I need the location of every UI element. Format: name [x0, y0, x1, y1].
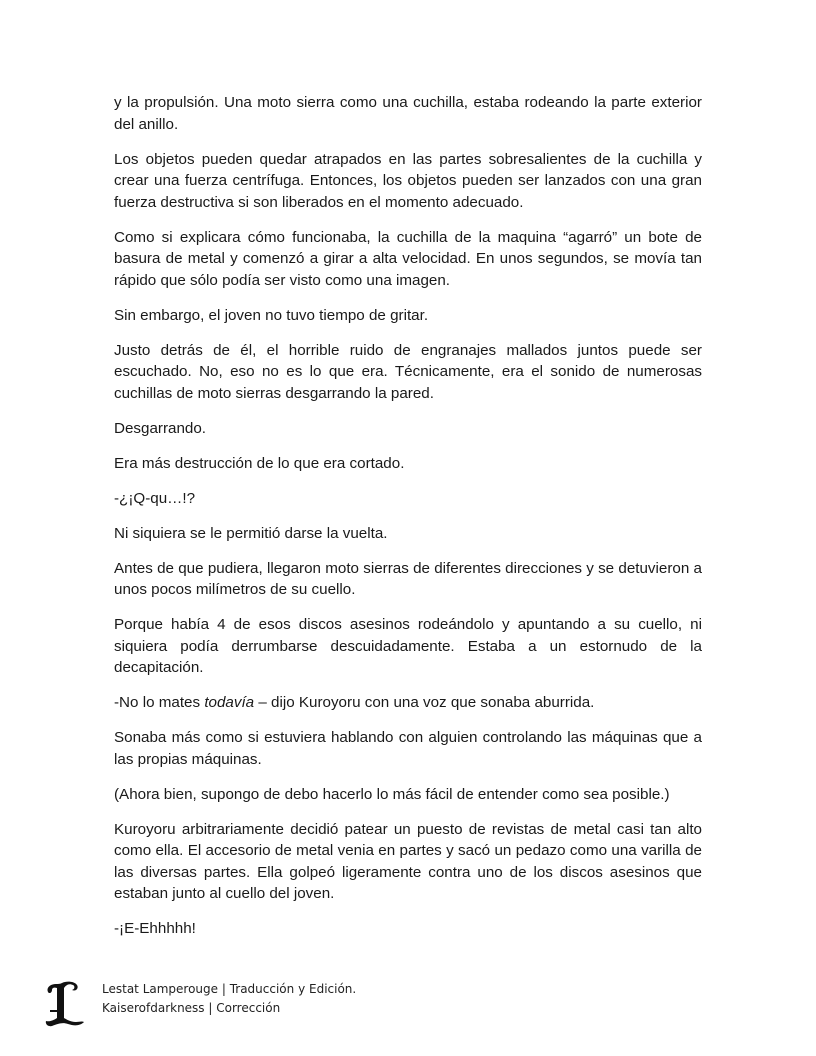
gothic-L-logo-icon — [42, 980, 86, 1030]
paragraph: Kuroyoru arbitrariamente decidió patear un puesto de revistas de metal casi tan alto como ella. El accesorio de metal venia en partes y sacó un pedazo como una varilla de las diversas partes. Ella golpeó ligeramente contra uno de los discos asesinos que estaban junto al cuello del joven. — [114, 820, 702, 902]
footer-credit-translation: Lestat Lamperouge | Traducción y Edición. — [102, 982, 357, 996]
footer-credits — [42, 980, 442, 1030]
quote-before: -No lo mates — [114, 694, 205, 711]
paragraph: Antes de que pudiera, llegaron moto sierras de diferentes direcciones y se detuvieron a unos pocos milímetros de su cuello. — [114, 559, 702, 598]
paragraph: Sin embargo, el joven no tuvo tiempo de gritar. — [114, 306, 429, 324]
paragraph: -¡E-Ehhhhh! — [114, 920, 196, 937]
paragraph: y la propulsión. Una moto sierra como una cuchilla, estaba rodeando la parte exterior del anillo. — [114, 94, 702, 133]
paragraph: (Ahora bien, supongo de debo hacerlo lo más fácil de entender como sea posible.) — [114, 785, 670, 803]
paragraph: -¿¡Q-qu…!? — [114, 489, 196, 507]
paragraph: Desgarrando. — [114, 419, 207, 437]
dialogue-paragraph — [114, 692, 702, 714]
quote-after: – dijo Kuroyoru con una voz que sonaba aburrida. — [254, 694, 595, 711]
body-text — [114, 92, 702, 953]
quote-emphasis: todavía — [204, 694, 255, 711]
paragraph: Como si explicara cómo funcionaba, la cuchilla de la maquina “agarró” un bote de basura de metal y comenzó a girar a alta velocidad. En unos segundos, se movía tan rápido que sólo podía ser visto como una imagen. — [114, 228, 702, 289]
paragraph: Justo detrás de él, el horrible ruido de engranajes mallados juntos puede ser escuchado. No, eso no es lo que era. Técnicamente, era el sonido de numerosas cuchillas de moto sierras desgarrando la pared. — [114, 341, 702, 402]
paragraph: Ni siquiera se le permitió darse la vuelta. — [114, 524, 388, 542]
paragraph: Sonaba más como si estuviera hablando con alguien controlando las máquinas que a las propias máquinas. — [114, 729, 702, 768]
paragraph: Los objetos pueden quedar atrapados en las partes sobresalientes de la cuchilla y crear una fuerza centrífuga. Entonces, los objetos pueden ser lanzados con una gran fuerza destructiva si son liberados en el momento adecuado. — [114, 150, 702, 211]
footer-credit-correction: Kaiserofdarkness | Corrección — [102, 1001, 281, 1015]
paragraph: Era más destrucción de lo que era cortado. — [114, 454, 405, 472]
paragraph: Porque había 4 de esos discos asesinos rodeándolo y apuntando a su cuello, ni siquiera podía derrumbarse descuidadamente. Estaba a un estornudo de la decapitación. — [114, 616, 702, 676]
